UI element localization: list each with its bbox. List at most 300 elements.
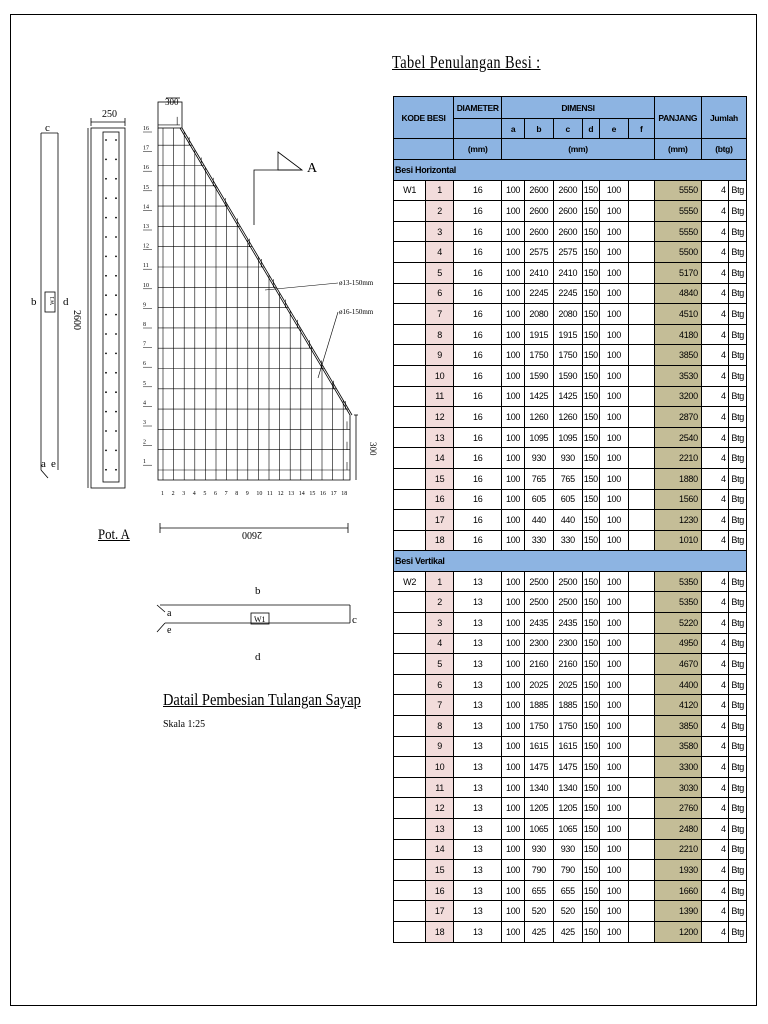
cell-f bbox=[628, 283, 654, 304]
rebar-dot bbox=[105, 197, 107, 199]
table-row bbox=[394, 427, 747, 448]
cell-b: 2600 bbox=[524, 201, 553, 222]
column-label: 12 bbox=[277, 491, 284, 497]
cell-b: 1750 bbox=[524, 345, 553, 366]
cell-a: 100 bbox=[502, 839, 525, 860]
cell-diameter: 16 bbox=[454, 468, 502, 489]
cell-panjang: 4840 bbox=[654, 283, 701, 304]
table-row bbox=[394, 201, 747, 222]
cell-e: 100 bbox=[599, 365, 628, 386]
cell-panjang: 4510 bbox=[654, 304, 701, 325]
cell-quantity: 4 bbox=[701, 921, 728, 942]
row-label: 4 bbox=[143, 400, 146, 407]
table-row bbox=[394, 860, 747, 881]
cell-f bbox=[628, 592, 654, 613]
cell-f bbox=[628, 757, 654, 778]
cell-unit: Btg bbox=[728, 613, 746, 634]
rebar-dot bbox=[105, 391, 107, 393]
cell-a: 100 bbox=[502, 407, 525, 428]
cell-a: 100 bbox=[502, 613, 525, 634]
cell-quantity: 4 bbox=[701, 201, 728, 222]
cell-a: 100 bbox=[502, 345, 525, 366]
cell-quantity: 4 bbox=[701, 530, 728, 551]
cell-c: 2500 bbox=[553, 571, 582, 592]
section-marker-label: A bbox=[307, 161, 318, 176]
table-row bbox=[394, 448, 747, 469]
table-row bbox=[394, 654, 747, 675]
rebar-dot bbox=[105, 450, 107, 452]
cell-c: 2500 bbox=[553, 592, 582, 613]
cell-diameter: 13 bbox=[454, 695, 502, 716]
cell-unit: Btg bbox=[728, 757, 746, 778]
section-row bbox=[394, 160, 747, 181]
cell-number: 18 bbox=[426, 530, 454, 551]
row-label: 2 bbox=[143, 439, 146, 446]
cell-unit: Btg bbox=[728, 777, 746, 798]
cell-code bbox=[394, 654, 426, 675]
rebar-dot bbox=[115, 139, 117, 141]
cell-panjang: 1200 bbox=[654, 921, 701, 942]
cell-a: 100 bbox=[502, 674, 525, 695]
bar-label-d: d bbox=[63, 296, 69, 308]
cell-c: 1065 bbox=[553, 819, 582, 840]
cell-c: 1915 bbox=[553, 324, 582, 345]
cell-panjang: 2480 bbox=[654, 819, 701, 840]
cell-e: 100 bbox=[599, 427, 628, 448]
cell-b: 1885 bbox=[524, 695, 553, 716]
rebar-dot bbox=[115, 178, 117, 180]
cell-diameter: 13 bbox=[454, 757, 502, 778]
column-label: 5 bbox=[203, 491, 207, 497]
cell-e: 100 bbox=[599, 510, 628, 531]
cell-quantity: 4 bbox=[701, 633, 728, 654]
cell-e: 100 bbox=[599, 283, 628, 304]
cell-code bbox=[394, 880, 426, 901]
cell-number: 16 bbox=[426, 880, 454, 901]
cell-diameter: 13 bbox=[454, 921, 502, 942]
cell-panjang: 3530 bbox=[654, 365, 701, 386]
table-row bbox=[394, 221, 747, 242]
cell-d: 150 bbox=[582, 798, 599, 819]
cell-number: 15 bbox=[426, 468, 454, 489]
cell-number: 16 bbox=[426, 489, 454, 510]
cell-c: 2600 bbox=[553, 221, 582, 242]
cell-a: 100 bbox=[502, 736, 525, 757]
cell-quantity: 4 bbox=[701, 283, 728, 304]
cell-number: 8 bbox=[426, 324, 454, 345]
column-label: 2 bbox=[171, 491, 175, 497]
cell-number: 2 bbox=[426, 592, 454, 613]
cell-e: 100 bbox=[599, 839, 628, 860]
cell-c: 2025 bbox=[553, 674, 582, 695]
cell-f bbox=[628, 777, 654, 798]
cell-a: 100 bbox=[502, 468, 525, 489]
cell-quantity: 4 bbox=[701, 695, 728, 716]
rebar-dot bbox=[105, 217, 107, 219]
cell-f bbox=[628, 736, 654, 757]
cell-f bbox=[628, 654, 654, 675]
row-label: 12 bbox=[143, 243, 149, 250]
cell-quantity: 4 bbox=[701, 901, 728, 922]
cell-d: 150 bbox=[582, 901, 599, 922]
cell-f bbox=[628, 716, 654, 737]
cell-unit: Btg bbox=[728, 407, 746, 428]
table-body bbox=[394, 160, 747, 943]
wing-wall-outline bbox=[158, 98, 358, 533]
cell-a: 100 bbox=[502, 654, 525, 675]
cell-f bbox=[628, 819, 654, 840]
cell-a: 100 bbox=[502, 365, 525, 386]
cell-unit: Btg bbox=[728, 489, 746, 510]
cell-d: 150 bbox=[582, 592, 599, 613]
cell-e: 100 bbox=[599, 633, 628, 654]
cell-d: 150 bbox=[582, 674, 599, 695]
cell-e: 100 bbox=[599, 777, 628, 798]
cell-a: 100 bbox=[502, 489, 525, 510]
cell-panjang: 5500 bbox=[654, 242, 701, 263]
cell-c: 1475 bbox=[553, 757, 582, 778]
cell-panjang: 4120 bbox=[654, 695, 701, 716]
column-label: 14 bbox=[298, 491, 305, 497]
header-panjang: PANJANG bbox=[654, 97, 701, 139]
cell-panjang: 3300 bbox=[654, 757, 701, 778]
rebar-dot bbox=[115, 372, 117, 374]
cell-panjang: 5350 bbox=[654, 592, 701, 613]
cell-quantity: 4 bbox=[701, 180, 728, 201]
cell-code bbox=[394, 386, 426, 407]
row-label: 9 bbox=[143, 302, 146, 309]
rebar-dot bbox=[105, 139, 107, 141]
rebar-dot bbox=[115, 275, 117, 277]
cell-code bbox=[394, 777, 426, 798]
rebar-dot bbox=[105, 372, 107, 374]
dim-right: 300 bbox=[368, 442, 378, 456]
cell-c: 2245 bbox=[553, 283, 582, 304]
header-unit-panjang: (mm) bbox=[654, 139, 701, 160]
cell-b: 1260 bbox=[524, 407, 553, 428]
cell-b: 2500 bbox=[524, 592, 553, 613]
cell-panjang: 1660 bbox=[654, 880, 701, 901]
table-row bbox=[394, 262, 747, 283]
cell-d: 150 bbox=[582, 262, 599, 283]
cell-d: 150 bbox=[582, 448, 599, 469]
section-row bbox=[394, 551, 747, 572]
cell-code bbox=[394, 613, 426, 634]
table-row bbox=[394, 571, 747, 592]
cell-c: 930 bbox=[553, 448, 582, 469]
cell-quantity: 4 bbox=[701, 221, 728, 242]
cell-panjang: 4670 bbox=[654, 654, 701, 675]
cell-panjang: 5550 bbox=[654, 221, 701, 242]
table-row bbox=[394, 592, 747, 613]
cell-code bbox=[394, 510, 426, 531]
cell-number: 14 bbox=[426, 839, 454, 860]
cell-unit: Btg bbox=[728, 283, 746, 304]
cell-d: 150 bbox=[582, 324, 599, 345]
cell-number: 10 bbox=[426, 365, 454, 386]
cell-number: 17 bbox=[426, 510, 454, 531]
cell-unit: Btg bbox=[728, 695, 746, 716]
cell-number: 1 bbox=[426, 571, 454, 592]
cell-d: 150 bbox=[582, 757, 599, 778]
rebar-dot bbox=[115, 217, 117, 219]
cell-e: 100 bbox=[599, 386, 628, 407]
cell-b: 1750 bbox=[524, 716, 553, 737]
cell-unit: Btg bbox=[728, 201, 746, 222]
cell-diameter: 16 bbox=[454, 345, 502, 366]
bar-label-a: a bbox=[41, 458, 46, 470]
cell-panjang: 2540 bbox=[654, 427, 701, 448]
cell-c: 1260 bbox=[553, 407, 582, 428]
cell-diameter: 16 bbox=[454, 386, 502, 407]
table-row bbox=[394, 242, 747, 263]
cell-number: 10 bbox=[426, 757, 454, 778]
cell-quantity: 4 bbox=[701, 860, 728, 881]
cell-d: 150 bbox=[582, 613, 599, 634]
cell-c: 1885 bbox=[553, 695, 582, 716]
table-row bbox=[394, 695, 747, 716]
cell-panjang: 3030 bbox=[654, 777, 701, 798]
cell-quantity: 4 bbox=[701, 324, 728, 345]
cell-a: 100 bbox=[502, 510, 525, 531]
detail-label-c: c bbox=[352, 614, 357, 626]
cell-quantity: 4 bbox=[701, 510, 728, 531]
cell-c: 330 bbox=[553, 530, 582, 551]
cell-quantity: 4 bbox=[701, 262, 728, 283]
cell-quantity: 4 bbox=[701, 407, 728, 428]
cell-diameter: 13 bbox=[454, 674, 502, 695]
header-jumlah: Jumlah bbox=[701, 97, 746, 139]
cell-unit: Btg bbox=[728, 819, 746, 840]
cell-diameter: 13 bbox=[454, 736, 502, 757]
cell-d: 150 bbox=[582, 365, 599, 386]
cell-number: 7 bbox=[426, 695, 454, 716]
cell-e: 100 bbox=[599, 674, 628, 695]
table-row bbox=[394, 921, 747, 942]
cell-a: 100 bbox=[502, 757, 525, 778]
cell-c: 1750 bbox=[553, 716, 582, 737]
rebar-label-13: ø13-150mm bbox=[339, 279, 374, 287]
column-label: 17 bbox=[330, 491, 337, 497]
cell-panjang: 1880 bbox=[654, 468, 701, 489]
cell-panjang: 5550 bbox=[654, 180, 701, 201]
cell-code bbox=[394, 304, 426, 325]
cell-quantity: 4 bbox=[701, 757, 728, 778]
cell-a: 100 bbox=[502, 880, 525, 901]
cell-f bbox=[628, 633, 654, 654]
cell-f bbox=[628, 324, 654, 345]
cell-a: 100 bbox=[502, 201, 525, 222]
cell-number: 13 bbox=[426, 819, 454, 840]
cell-d: 150 bbox=[582, 819, 599, 840]
cell-quantity: 4 bbox=[701, 386, 728, 407]
cell-c: 440 bbox=[553, 510, 582, 531]
bar-code-vertical: W1 bbox=[50, 296, 56, 305]
header-col-d: d bbox=[582, 119, 599, 139]
cell-code: W2 bbox=[394, 571, 426, 592]
cell-number: 4 bbox=[426, 242, 454, 263]
cell-c: 425 bbox=[553, 921, 582, 942]
cell-panjang: 2870 bbox=[654, 407, 701, 428]
table-row bbox=[394, 283, 747, 304]
cell-c: 605 bbox=[553, 489, 582, 510]
row-number-labels bbox=[143, 126, 152, 465]
cell-number: 4 bbox=[426, 633, 454, 654]
cell-diameter: 13 bbox=[454, 654, 502, 675]
cell-a: 100 bbox=[502, 901, 525, 922]
cell-panjang: 2210 bbox=[654, 448, 701, 469]
cell-number: 18 bbox=[426, 921, 454, 942]
cell-unit: Btg bbox=[728, 901, 746, 922]
header-unit-diameter: (mm) bbox=[454, 139, 502, 160]
rebar-dot bbox=[115, 314, 117, 316]
cell-unit: Btg bbox=[728, 633, 746, 654]
cell-panjang: 4950 bbox=[654, 633, 701, 654]
cell-diameter: 16 bbox=[454, 324, 502, 345]
cell-e: 100 bbox=[599, 901, 628, 922]
cell-f bbox=[628, 880, 654, 901]
cell-unit: Btg bbox=[728, 262, 746, 283]
column-label: 10 bbox=[256, 491, 263, 497]
cell-d: 150 bbox=[582, 530, 599, 551]
cell-e: 100 bbox=[599, 860, 628, 881]
table-row bbox=[394, 716, 747, 737]
cell-e: 100 bbox=[599, 921, 628, 942]
cell-diameter: 16 bbox=[454, 304, 502, 325]
table-row bbox=[394, 736, 747, 757]
rebar-dot bbox=[105, 256, 107, 258]
cell-f bbox=[628, 489, 654, 510]
cell-code bbox=[394, 798, 426, 819]
detail-code-w1: W1 bbox=[254, 615, 266, 624]
rebar-dot bbox=[115, 294, 117, 296]
cell-c: 1615 bbox=[553, 736, 582, 757]
cell-a: 100 bbox=[502, 530, 525, 551]
cell-c: 1095 bbox=[553, 427, 582, 448]
cell-d: 150 bbox=[582, 201, 599, 222]
cell-b: 655 bbox=[524, 880, 553, 901]
cell-diameter: 13 bbox=[454, 839, 502, 860]
cell-d: 150 bbox=[582, 221, 599, 242]
row-label: 7 bbox=[143, 341, 146, 348]
cell-number: 2 bbox=[426, 201, 454, 222]
cell-f bbox=[628, 510, 654, 531]
cell-unit: Btg bbox=[728, 510, 746, 531]
cell-c: 790 bbox=[553, 860, 582, 881]
cell-d: 150 bbox=[582, 571, 599, 592]
row-label: 8 bbox=[143, 322, 146, 328]
cell-unit: Btg bbox=[728, 242, 746, 263]
cell-e: 100 bbox=[599, 571, 628, 592]
cell-f bbox=[628, 613, 654, 634]
table-row bbox=[394, 489, 747, 510]
bar-label-b: b bbox=[31, 296, 37, 308]
cell-panjang: 1390 bbox=[654, 901, 701, 922]
rebar-dot bbox=[105, 469, 107, 471]
rebar-dot bbox=[115, 236, 117, 238]
cell-code bbox=[394, 592, 426, 613]
column-number-labels bbox=[161, 491, 347, 497]
cell-code bbox=[394, 283, 426, 304]
cell-code bbox=[394, 819, 426, 840]
cell-code bbox=[394, 489, 426, 510]
cell-diameter: 13 bbox=[454, 571, 502, 592]
cell-b: 1340 bbox=[524, 777, 553, 798]
table-row bbox=[394, 757, 747, 778]
column-label: 3 bbox=[182, 491, 186, 497]
cell-quantity: 4 bbox=[701, 798, 728, 819]
cell-f bbox=[628, 530, 654, 551]
table-row bbox=[394, 819, 747, 840]
cell-c: 2435 bbox=[553, 613, 582, 634]
cell-b: 440 bbox=[524, 510, 553, 531]
cell-c: 2160 bbox=[553, 654, 582, 675]
table-row bbox=[394, 468, 747, 489]
cell-a: 100 bbox=[502, 777, 525, 798]
cell-b: 2500 bbox=[524, 571, 553, 592]
cell-panjang: 3850 bbox=[654, 345, 701, 366]
cell-code bbox=[394, 901, 426, 922]
cell-e: 100 bbox=[599, 757, 628, 778]
cell-unit: Btg bbox=[728, 736, 746, 757]
cell-code bbox=[394, 201, 426, 222]
table-row bbox=[394, 386, 747, 407]
cell-b: 2410 bbox=[524, 262, 553, 283]
cell-quantity: 4 bbox=[701, 592, 728, 613]
cell-quantity: 4 bbox=[701, 345, 728, 366]
table-row bbox=[394, 365, 747, 386]
cell-code bbox=[394, 633, 426, 654]
cell-diameter: 16 bbox=[454, 489, 502, 510]
cell-c: 930 bbox=[553, 839, 582, 860]
cell-c: 2300 bbox=[553, 633, 582, 654]
cell-b: 2080 bbox=[524, 304, 553, 325]
cell-diameter: 16 bbox=[454, 262, 502, 283]
cell-e: 100 bbox=[599, 468, 628, 489]
cell-panjang: 1230 bbox=[654, 510, 701, 531]
cell-a: 100 bbox=[502, 592, 525, 613]
cell-unit: Btg bbox=[728, 839, 746, 860]
cell-d: 150 bbox=[582, 489, 599, 510]
dim-width-col: 250 bbox=[102, 109, 117, 120]
cell-number: 3 bbox=[426, 613, 454, 634]
cell-f bbox=[628, 901, 654, 922]
cell-d: 150 bbox=[582, 921, 599, 942]
cell-b: 2160 bbox=[524, 654, 553, 675]
cell-code bbox=[394, 242, 426, 263]
cell-panjang: 5550 bbox=[654, 201, 701, 222]
cell-e: 100 bbox=[599, 798, 628, 819]
cell-b: 520 bbox=[524, 901, 553, 922]
cell-unit: Btg bbox=[728, 324, 746, 345]
cell-quantity: 4 bbox=[701, 242, 728, 263]
cell-code bbox=[394, 530, 426, 551]
cell-code bbox=[394, 262, 426, 283]
cell-e: 100 bbox=[599, 695, 628, 716]
cell-b: 2435 bbox=[524, 613, 553, 634]
cell-diameter: 16 bbox=[454, 427, 502, 448]
cell-diameter: 13 bbox=[454, 901, 502, 922]
rebar-dot bbox=[115, 333, 117, 335]
cell-a: 100 bbox=[502, 427, 525, 448]
section-marker bbox=[254, 152, 302, 225]
cell-diameter: 16 bbox=[454, 510, 502, 531]
table-title: Tabel Penulangan Besi : bbox=[392, 52, 541, 72]
cell-unit: Btg bbox=[728, 345, 746, 366]
dim-height: 2600 bbox=[71, 310, 82, 330]
cell-c: 1425 bbox=[553, 386, 582, 407]
cell-a: 100 bbox=[502, 242, 525, 263]
